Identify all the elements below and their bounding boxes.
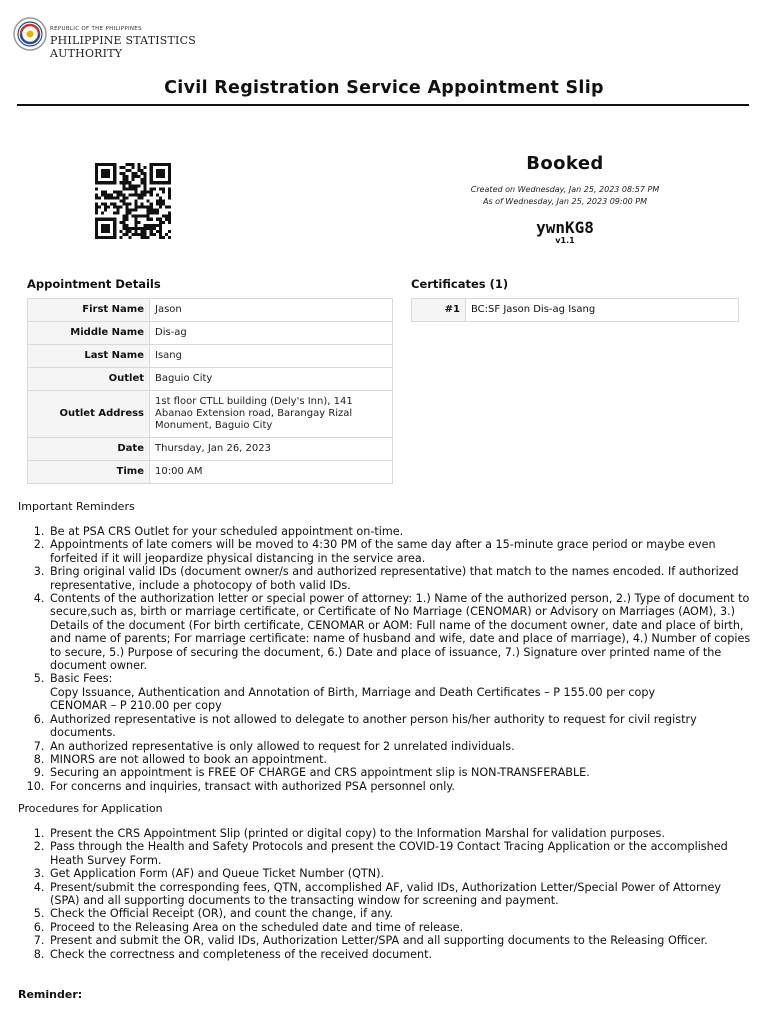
table-row	[28, 461, 393, 484]
table-row	[28, 368, 393, 391]
row-value: Thursday, Jan 26, 2023	[150, 438, 393, 461]
reminder-heading: Reminder:	[18, 988, 83, 1001]
agency-name: PHILIPPINE STATISTICS AUTHORITY	[50, 34, 196, 60]
list-item: 6. Proceed to the Releasing Area on the scheduled date and time of release.	[48, 921, 753, 934]
reminders-list	[48, 525, 753, 793]
row-value: Baguio City	[150, 368, 393, 391]
list-item: 8. Check the correctness and completeness of the received document.	[48, 948, 753, 961]
table-row	[28, 345, 393, 368]
list-item: 5. Basic Fees: Copy Issuance, Authentication and Annotation of Birth, Marriage and Death Certificates – P 155.00 per copy CENOMAR – P 210.00 per copy	[48, 672, 753, 712]
row-label: Outlet Address	[28, 391, 150, 438]
row-label: First Name	[28, 299, 150, 322]
row-value: Isang	[150, 345, 393, 368]
row-label: Outlet	[28, 368, 150, 391]
booking-status-block	[400, 153, 730, 245]
version-label: v1.1	[555, 236, 575, 245]
reference-code: ywnKG8	[536, 218, 594, 237]
page-title: Civil Registration Service Appointment Slip	[164, 78, 604, 98]
certificate-number: #1	[412, 299, 466, 322]
table-row	[412, 299, 739, 322]
list-item: 5. Check the Official Receipt (OR), and count the change, if any.	[48, 907, 753, 920]
list-item: 3. Bring original valid IDs (document owner/s and authorized representative) that match to the names encoded. If authorized representative, include a photocopy of both valid IDs.	[48, 565, 753, 592]
fee-line: CENOMAR – P 210.00 per copy	[50, 699, 222, 713]
list-item: 4. Contents of the authorization letter or special power of attorney: 1.) Name of the authorized person, 2.) Type of document to secure,such as, birth or marriage certificate, or Certificate of No Marriage (CENOMAR) or Advisory on Marriages (AOM), 3.) Details of the document (For birth certificate, CENOMAR or AOM: Full name of the document owner, date and place of birth, and name of parents; For marriage certificate: name of husband and wife, date and place of marriage), 4.) Number of copies to secure, 5.) Purpose of securing the document, 6.) Date and place of issuance, 7.) Signature over printed name of the document owner.	[48, 592, 753, 672]
appointment-details-table	[27, 298, 393, 484]
as-of-timestamp: As of Wednesday, Jan 25, 2023 09:00 PM	[482, 197, 648, 206]
list-item: 1. Be at PSA CRS Outlet for your scheduled appointment on-time.	[48, 525, 753, 538]
table-row	[28, 438, 393, 461]
qr-code-icon	[95, 163, 171, 239]
title-divider	[17, 104, 749, 106]
certificates-title: Certificates (1)	[411, 277, 509, 291]
row-label: Time	[28, 461, 150, 484]
list-item: 10. For concerns and inquiries, transact with authorized PSA personnel only.	[48, 780, 753, 793]
table-row	[28, 322, 393, 345]
list-item: 4. Present/submit the corresponding fees, QTN, accomplished AF, valid IDs, Authorization Letter/Special Power of Attorney (SPA) and all supporting documents to the transacting window for screening and payment.	[48, 881, 753, 908]
reminders-title: Important Reminders	[18, 500, 135, 513]
row-label: Last Name	[28, 345, 150, 368]
psa-logo	[12, 16, 232, 62]
list-item: 1. Present the CRS Appointment Slip (printed or digital copy) to the Information Marshal for validation purposes.	[48, 827, 753, 840]
row-value: 1st floor CTLL building (Dely's Inn), 141 Abanao Extension road, Barangay Rizal Monument, Baguio City	[150, 391, 393, 438]
procedures-list	[48, 827, 753, 961]
row-label: Middle Name	[28, 322, 150, 345]
row-label: Date	[28, 438, 150, 461]
row-value: Dis-ag	[150, 322, 393, 345]
row-value: Jason	[150, 299, 393, 322]
list-item: 2. Pass through the Health and Safety Protocols and present the COVID-19 Contact Tracing Application or the accomplished Heath Survey Form.	[48, 840, 753, 867]
list-item: 7. An authorized representative is only allowed to request for 2 unrelated individuals.	[48, 740, 753, 753]
list-item: 9. Securing an appointment is FREE OF CHARGE and CRS appointment slip is NON-TRANSFERABLE.	[48, 766, 753, 779]
row-value: 10:00 AM	[150, 461, 393, 484]
list-item: 2. Appointments of late comers will be moved to 4:30 PM of the same day after a 15-minute grace period or maybe even forfeited if it will jeopardize physical distancing in the service area.	[48, 538, 753, 565]
list-item: 8. MINORS are not allowed to book an appointment.	[48, 753, 753, 766]
list-item: 6. Authorized representative is not allowed to delegate to another person his/her authority to request for civil registry documents.	[48, 713, 753, 740]
table-row	[28, 299, 393, 322]
appointment-details-title: Appointment Details	[27, 277, 161, 291]
table-row	[28, 391, 393, 438]
certificate-description: BC:SF Jason Dis-ag Isang	[466, 299, 739, 322]
procedures-title: Procedures for Application	[18, 802, 163, 815]
fee-line: Copy Issuance, Authentication and Annotation of Birth, Marriage and Death Certificates – P 155.00 per copy	[50, 685, 656, 699]
certificates-table	[411, 298, 739, 322]
created-timestamp: Created on Wednesday, Jan 25, 2023 08:57 PM	[470, 185, 660, 194]
status-label: Booked	[526, 153, 604, 174]
list-item: 7. Present and submit the OR, valid IDs, Authorization Letter/SPA and all supporting documents to the Releasing Officer.	[48, 934, 753, 947]
psa-seal-icon	[12, 16, 48, 52]
list-item: 3. Get Application Form (AF) and Queue Ticket Number (QTN).	[48, 867, 753, 880]
republic-text: REPUBLIC OF THE PHILIPPINES	[50, 26, 142, 32]
